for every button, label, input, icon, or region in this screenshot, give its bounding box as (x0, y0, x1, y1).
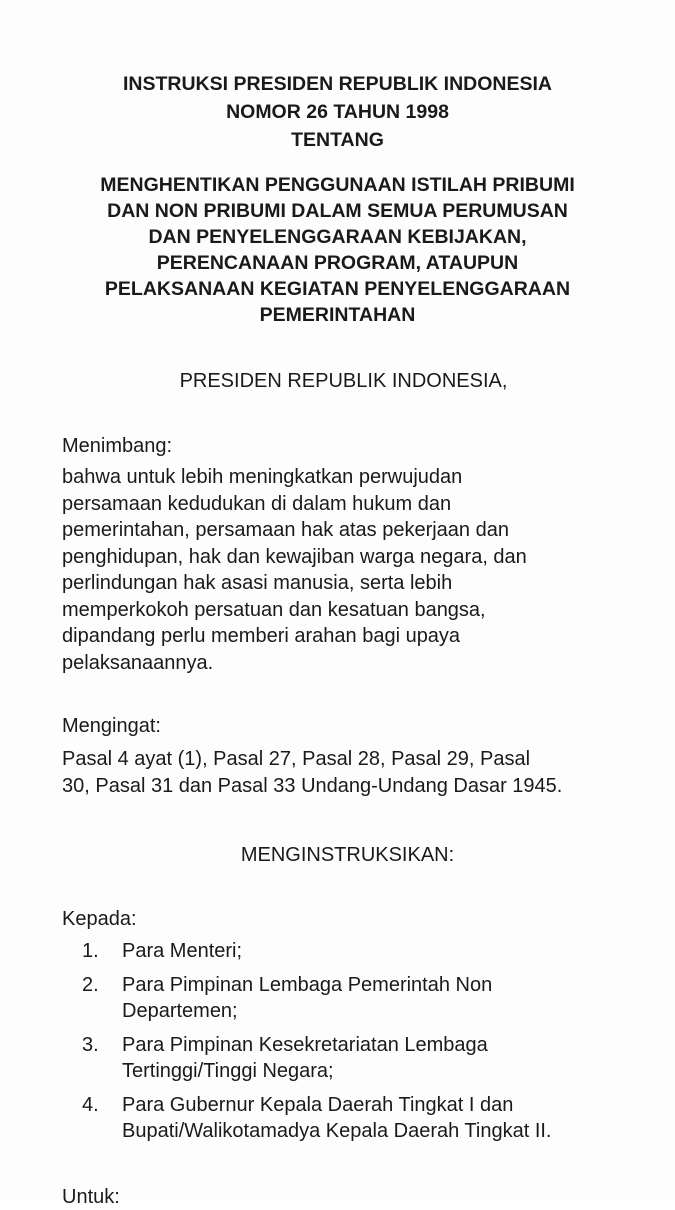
document-subject (0, 172, 675, 328)
list-item-text: Para Pimpinan Kesekretariatan Lembaga (122, 1034, 488, 1056)
list-number: 3. (82, 1034, 99, 1056)
kepada-list (62, 938, 552, 1152)
menimbang-label: Menimbang: (62, 435, 173, 457)
paragraph-line: bahwa untuk lebih meningkatkan perwujudan (62, 466, 463, 488)
list-item-text: Tertinggi/Tinggi Negara; (122, 1060, 334, 1082)
paragraph-line: dipandang perlu memberi arahan bagi upaya (62, 625, 461, 647)
subject-line: PELAKSANAAN KEGIATAN PENYELENGGARAAN (104, 278, 571, 300)
paragraph-line: pelaksanaannya. (62, 651, 214, 674)
list-item (62, 1092, 552, 1144)
header-tentang: TENTANG (291, 129, 384, 151)
instruction-heading: MENGINSTRUKSIKAN: (240, 844, 455, 866)
list-number: 4. (82, 1094, 99, 1116)
subject-line: PEMERINTAHAN (259, 304, 416, 326)
paragraph-line: penghidupan, hak dan kewajiban warga negara, dan (62, 545, 527, 568)
list-item (62, 938, 552, 964)
header-title: INSTRUKSI PRESIDEN REPUBLIK INDONESIA (122, 73, 553, 95)
document-header (0, 70, 675, 154)
list-item-text: Bupati/Walikotamadya Kepala Daerah Tingkat II. (122, 1120, 552, 1142)
menimbang-paragraph (62, 464, 527, 676)
kepada-label: Kepada: (62, 908, 137, 930)
paragraph-line: 30, Pasal 31 dan Pasal 33 Undang-Undang Dasar 1945. (62, 774, 563, 797)
list-item (62, 1032, 552, 1084)
untuk-label: Untuk: (62, 1186, 120, 1208)
list-number: 2. (82, 974, 99, 996)
list-item-text: Para Pimpinan Lembaga Pemerintah Non (122, 974, 493, 996)
paragraph-line: persamaan kedudukan di dalam hukum dan (62, 492, 452, 515)
paragraph-line: Pasal 4 ayat (1), Pasal 27, Pasal 28, Pasal 29, Pasal (62, 748, 531, 770)
subject-line: MENGHENTIKAN PENGGUNAAN ISTILAH PRIBUMI (100, 174, 575, 196)
list-item (62, 972, 552, 1024)
list-item-text: Departemen; (122, 1000, 238, 1022)
paragraph-line: pemerintahan, persamaan hak atas pekerjaan dan (62, 519, 509, 541)
list-item-text: Para Gubernur Kepala Daerah Tingkat I dan (122, 1094, 514, 1116)
paragraph-line: perlindungan hak asasi manusia, serta lebih (62, 572, 453, 594)
mengingat-paragraph (62, 746, 562, 799)
header-number: NOMOR 26 TAHUN 1998 (226, 101, 449, 123)
subject-line: DAN PENYELENGGARAAN KEBIJAKAN, (148, 226, 527, 248)
list-number: 1. (82, 940, 99, 962)
subject-line: DAN NON PRIBUMI DALAM SEMUA PERUMUSAN (107, 200, 568, 222)
list-item-text: Para Menteri; (122, 940, 243, 962)
mengingat-label: Mengingat: (62, 715, 161, 737)
paragraph-line: memperkokoh persatuan dan kesatuan bangsa, (62, 598, 486, 621)
subject-line: PERENCANAAN PROGRAM, ATAUPUN (156, 252, 519, 274)
president-heading: PRESIDEN REPUBLIK INDONESIA, (179, 370, 508, 392)
